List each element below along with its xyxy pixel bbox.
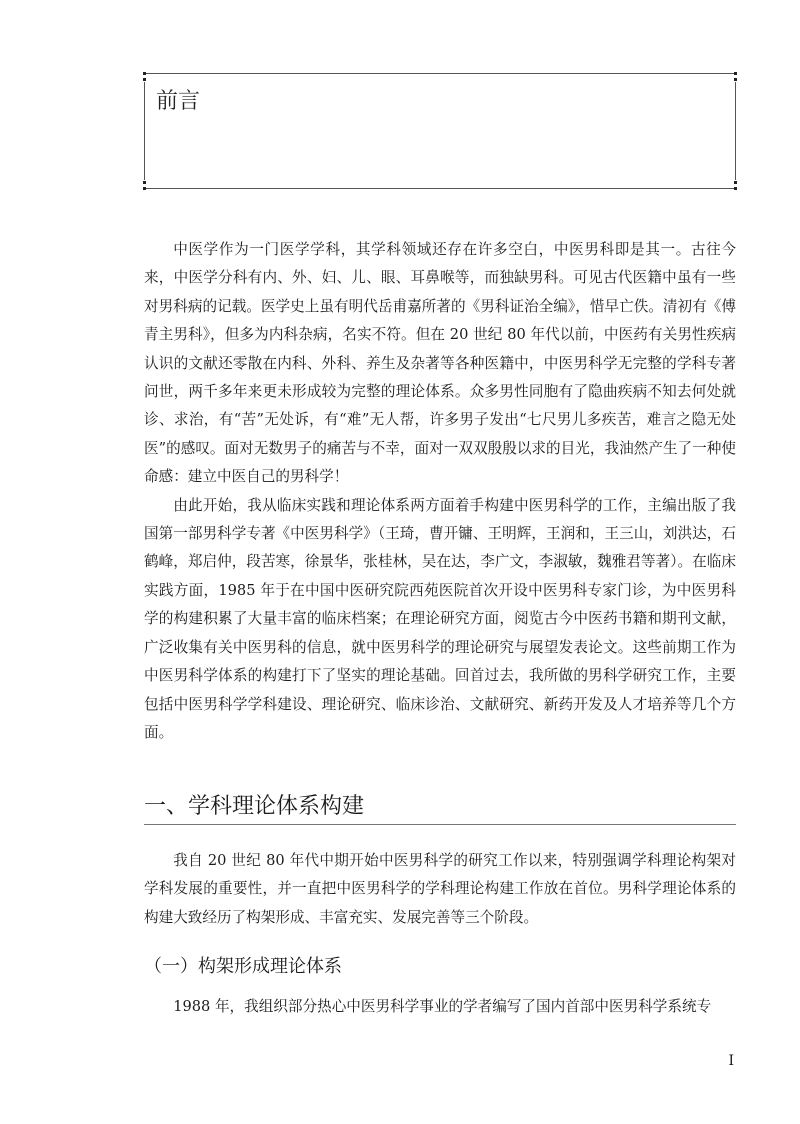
intro-paragraph-2: 由此开始，我从临床实践和理论体系两方面着手构建中医男科学的工作，主编出版了我国第一部男科学专著《中医男科学》（王琦，曹开镛、王明辉，王润和，王三山，刘洪达，石鹤峰，郑启仲，段苦寒，徐景华，张桂林，吴在达，李广文，李淑敏，魏雅君等著）。在临床实践方面，1985 年于在中国中医研究院西苑医院首次开设中医男科专家门诊，为中医男科学的构建积累了大量丰富的临床档案；在理论研究方面，阅览古今中医药书籍和期刊文献，广泛收集有关中医男科的信息，就中医男科学的理论研究与展望发表论文。这些前期工作为中医男科学体系的构建打下了坚实的理论基础。回首过去，我所做的男科学研究工作，主要包括中医男科学学科建设、理论研究、临床诊治、文献研究、新药开发及人才培养等几个方面。 [144, 496, 736, 741]
corner-dot [143, 78, 146, 81]
corner-dot [734, 181, 737, 184]
corner-dot [143, 181, 146, 184]
subsection-heading: （一）构架形成理论体系 [144, 956, 342, 977]
section-paragraph: 我自 20 世纪 80 年代中期开始中医男科学的研究工作以来，特别强调学科理论构架对学科发展的重要性，并一直把中医男科学的学科理论构建工作放在首位。男科学理论体系的构建大致经历了构架形成、丰富充实、发展完善等三个阶段。 [144, 852, 736, 926]
title-box [144, 73, 736, 189]
corner-dot [734, 187, 737, 190]
intro-text [144, 236, 736, 747]
intro-paragraph-1: 中医学作为一门医学学科，其学科领域还存在许多空白，中医男科即是其一。古往今来，中医学分科有内、外、妇、儿、眼、耳鼻喉等，而独缺男科。可见古代医籍中虽有一些对男科病的记载。医学史上虽有明代岳甫嘉所著的《男科证治全编》，惜早亡佚。清初有《傅青主男科》，但多为内科杂病，名实不符。但在 20 世纪 80 年代以前，中医药有关男性疾病认识的文献还零散在内科、外科、养生及杂著等各种医籍中，中医男科学无完整的学科专著问世，两千多年来更未形成较为完整的理论体系。众多男性同胞有了隐曲疾病不知去何处就诊、求治，有“苦”无处诉，有“难”无人帮，许多男子发出“七尺男儿多疾苦，难言之隐无处医”的感叹。面对无数男子的痛苦与不幸，面对一双双殷殷以求的目光，我油然产生了一种使命感：建立中医自己的男科学！ [144, 241, 736, 486]
page-number: I [728, 1053, 734, 1069]
section-heading: 一、学科理论体系构建 [144, 789, 736, 825]
corner-dot [143, 187, 146, 190]
page-title: 前言 [156, 89, 201, 114]
corner-dot [734, 78, 737, 81]
title-box-left-border [144, 82, 145, 180]
subsection-text [144, 993, 736, 1021]
title-box-right-border [735, 82, 736, 180]
subsection-paragraph: 1988 年，我组织部分热心中医男科学事业的学者编写了国内首部中医男科学系统专 [173, 998, 712, 1015]
corner-dot [143, 72, 146, 75]
corner-dot [734, 72, 737, 75]
section-text [144, 847, 736, 932]
